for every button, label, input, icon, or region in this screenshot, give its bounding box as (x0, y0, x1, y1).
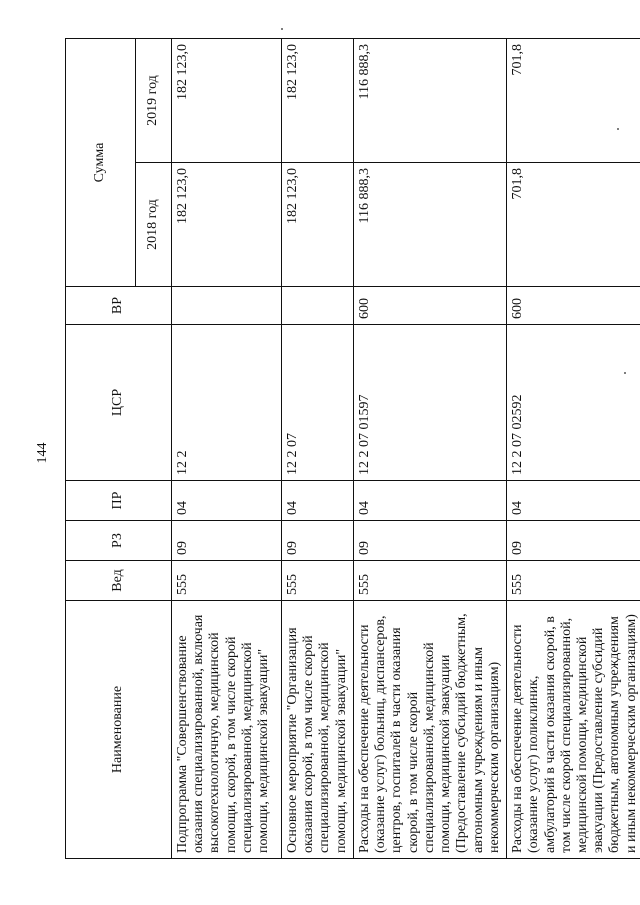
row-ved: 555 (507, 561, 640, 601)
row-name: Основное мероприятие "Организация оказания скорой, в том числе скорой специализированной, медицинской помощи, медицинской эвакуации" (282, 601, 354, 859)
row-vr: 600 (353, 287, 506, 325)
header-row (66, 39, 136, 859)
row-rz: 09 (172, 521, 282, 561)
row-sum-2019: 701,8 (507, 39, 640, 163)
row-name: Подпрограмма "Совершенствование оказания специализированной, включая высокотехнологичную, медицинской помощи, скорой, в том числе скорой специализированной, медицинской помощи, медицинской эвакуации" (172, 601, 282, 859)
row-rz: 09 (507, 521, 640, 561)
row-csr: 12 2 07 01597 (353, 325, 506, 481)
row-name: Расходы на обеспечение деятельности (оказание услуг) больниц, диспансеров, центров, госпиталей в части оказания скорой, в том числе скорой специализированной, медицинской помощи, медицинской эвакуации (Предоставление субсидий бюджетным, автономным учреждениям и иным некоммерческим организациям) (353, 601, 506, 859)
table-row (353, 39, 506, 859)
row-csr: 12 2 07 02592 (507, 325, 640, 481)
row-sum-2018: 182 123,0 (172, 163, 282, 287)
row-ved: 555 (353, 561, 506, 601)
row-sum-2019: 182 123,0 (172, 39, 282, 163)
header-sum: Сумма (66, 39, 136, 287)
row-sum-2018: 182 123,0 (282, 163, 354, 287)
row-pr: 04 (353, 481, 506, 521)
header-ved: Вед (66, 561, 172, 601)
table-row (172, 39, 282, 859)
header-csr: ЦСР (66, 325, 172, 481)
row-name: Расходы на обеспечение деятельности (оказание услуг) поликлиник, амбулаторий в части оказания скорой, в том числе скорой специализированной, медицинской помощи, медицинской эвакуации (Предоставление субсидий бюджетным, автономным учреждениям и иным некоммерческим организациям) (507, 601, 640, 859)
header-2018: 2018 год (136, 163, 172, 287)
rotated-sheet (65, 39, 639, 859)
header-pr: ПР (66, 481, 172, 521)
scan-speck (281, 28, 283, 30)
row-sum-2019: 116 888,3 (353, 39, 506, 163)
header-name: Наименование (66, 601, 172, 859)
row-vr (282, 287, 354, 325)
row-ved: 555 (282, 561, 354, 601)
scan-speck (617, 128, 619, 130)
scan-speck (624, 372, 626, 374)
row-sum-2019: 182 123,0 (282, 39, 354, 163)
row-rz: 09 (282, 521, 354, 561)
row-pr: 04 (172, 481, 282, 521)
page-number: 144 (35, 442, 50, 464)
row-rz: 09 (353, 521, 506, 561)
budget-table (65, 38, 640, 859)
row-pr: 04 (282, 481, 354, 521)
table-row (507, 39, 640, 859)
row-vr: 600 (507, 287, 640, 325)
row-sum-2018: 116 888,3 (353, 163, 506, 287)
row-pr: 04 (507, 481, 640, 521)
row-ved: 555 (172, 561, 282, 601)
header-vr: ВР (66, 287, 172, 325)
row-csr: 12 2 07 (282, 325, 354, 481)
header-rz: РЗ (66, 521, 172, 561)
header-2019: 2019 год (136, 39, 172, 163)
table-row (282, 39, 354, 859)
row-csr: 12 2 (172, 325, 282, 481)
row-sum-2018: 701,8 (507, 163, 640, 287)
row-vr (172, 287, 282, 325)
